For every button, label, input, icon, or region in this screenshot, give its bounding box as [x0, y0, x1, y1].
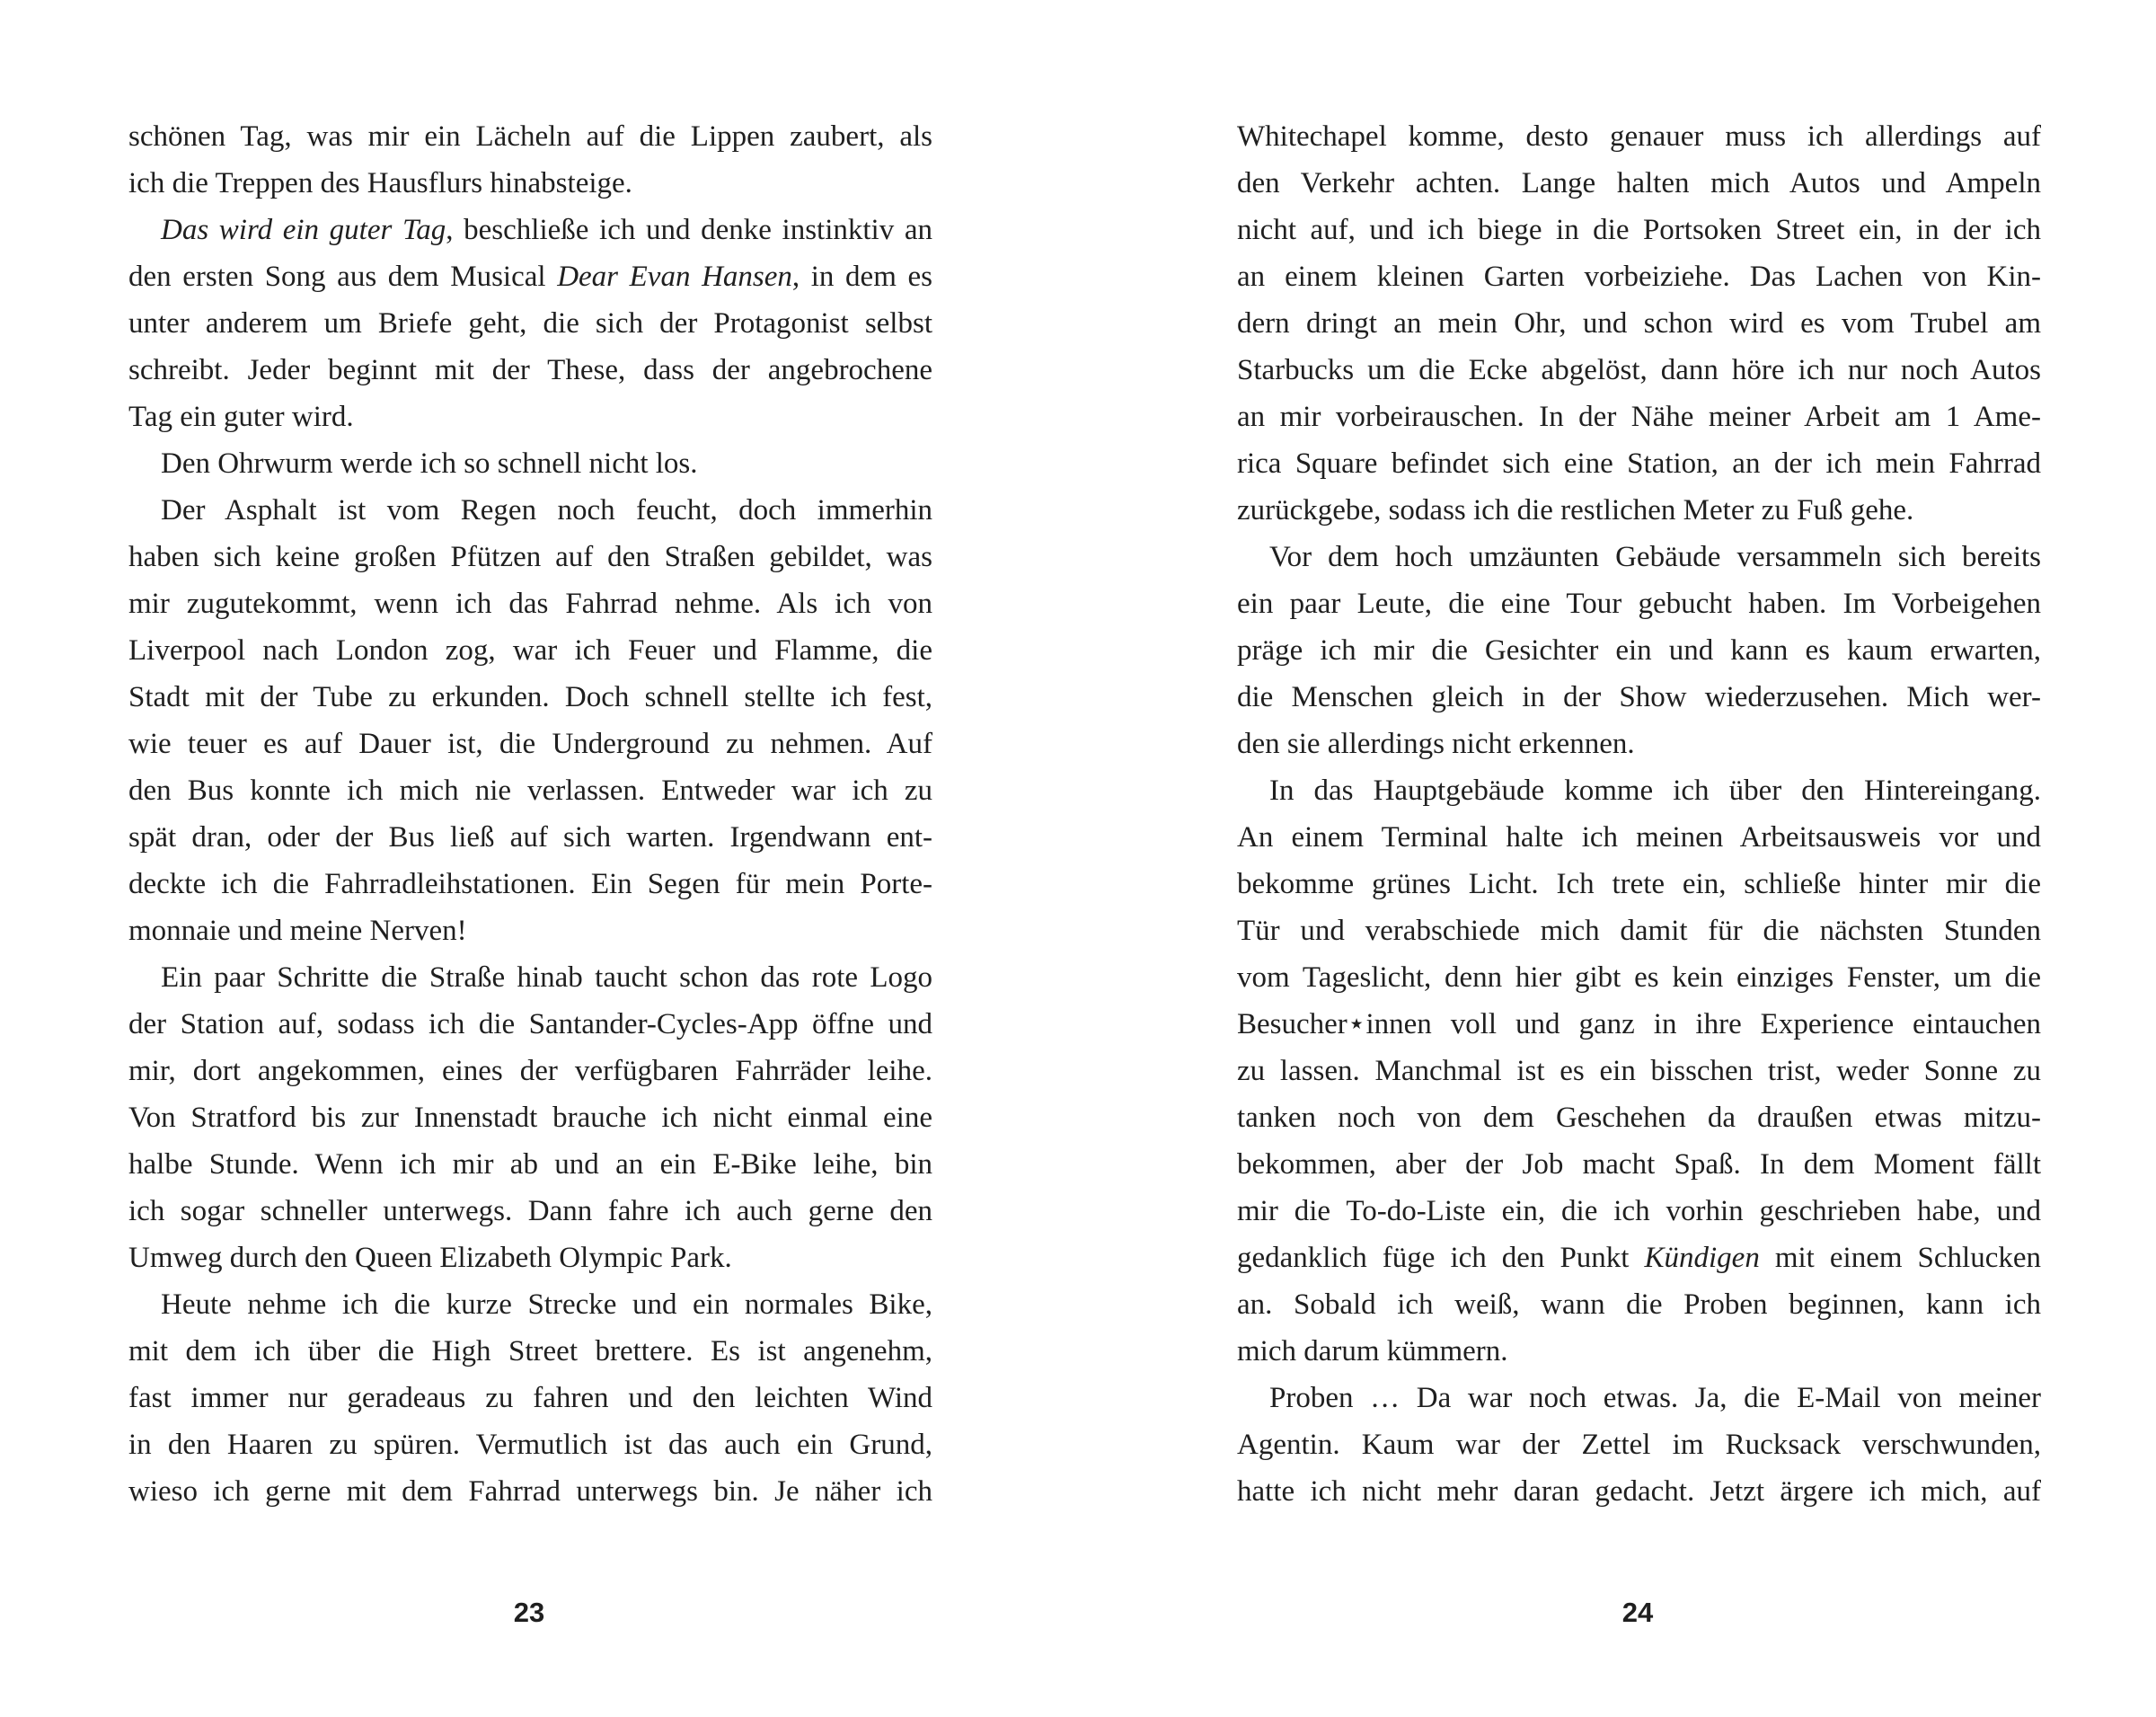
- text-run: mit dem ich über die High Street brettere. Es ist angenehm,: [128, 1335, 932, 1367]
- text-run: Von Stratford bis zur Innenstadt brauche ich nicht einmal eine: [128, 1102, 932, 1134]
- text-run: Ein paar Schritte die Straße hinab taucht schon das rote Logo: [161, 961, 932, 994]
- text-line: [128, 394, 932, 440]
- text-line: [1237, 954, 2041, 1001]
- text-line: [1237, 767, 2041, 814]
- text-line: [128, 300, 932, 347]
- text-run: schönen Tag, was mir ein Lächeln auf die Lippen zaubert, als: [128, 120, 932, 153]
- text-line: [1237, 253, 2041, 300]
- text-line: [128, 1094, 932, 1141]
- text-run: rica Square befindet sich eine Station, an der ich mein Fahrrad: [1237, 447, 2041, 480]
- page-right-text: [1237, 113, 2041, 1515]
- text-line: [128, 207, 932, 253]
- page-number-right: 24: [1621, 1597, 1654, 1628]
- text-run: , beschließe ich und denke instinktiv an: [446, 214, 932, 246]
- text-run: die Menschen gleich in der Show wiederzusehen. Mich wer-: [1237, 681, 2041, 713]
- text-run: Heute nehme ich die kurze Strecke und ein normales Bike,: [161, 1288, 932, 1321]
- text-run: An einem Terminal halte ich meinen Arbeitsausweis vor und: [1237, 821, 2041, 854]
- text-line: [128, 487, 932, 534]
- text-line: [1237, 394, 2041, 440]
- text-run: wieso ich gerne mit dem Fahrrad unterwegs bin. Je näher ich: [128, 1475, 932, 1508]
- text-line: [1237, 1421, 2041, 1468]
- text-line: [128, 1421, 932, 1468]
- text-line: [1237, 300, 2041, 347]
- text-line: [1237, 1375, 2041, 1421]
- text-run: Vor dem hoch umzäunten Gebäude versammeln sich bereits: [1269, 541, 2041, 573]
- text-run: Whitechapel komme, desto genauer muss ich allerdings auf: [1237, 120, 2041, 153]
- text-run: an mir vorbeirauschen. In der Nähe meiner Arbeit am 1 Ame-: [1237, 401, 2041, 433]
- text-line: [128, 1188, 932, 1235]
- text-line: [128, 534, 932, 580]
- text-run: zu lassen. Manchmal ist es ein bisschen trist, weder Sonne zu: [1237, 1055, 2041, 1087]
- text-run: halbe Stunde. Wenn ich mir ab und an ein E-Bike leihe, bin: [128, 1148, 932, 1181]
- text-line: [128, 440, 932, 487]
- text-line: [128, 627, 932, 674]
- text-run: mir zugutekommt, wenn ich das Fahrrad nehme. Als ich von: [128, 588, 932, 620]
- text-run: vom Tageslicht, denn hier gibt es kein einziges Fenster, um die: [1237, 961, 2041, 994]
- text-line: [1237, 1281, 2041, 1328]
- text-run: Den Ohrwurm werde ich so schnell nicht los.: [161, 447, 698, 480]
- page-number-left: 23: [513, 1597, 545, 1628]
- text-run: bekomme grünes Licht. Ich trete ein, schließe hinter mir die: [1237, 868, 2041, 900]
- page-left-text: [128, 113, 932, 1515]
- text-line: [128, 954, 932, 1001]
- text-line: [1237, 1094, 2041, 1141]
- text-line: [1237, 1001, 2041, 1048]
- text-run: Tag ein guter wird.: [128, 401, 354, 433]
- text-line: [1237, 861, 2041, 907]
- text-run: wie teuer es auf Dauer ist, die Underground zu nehmen. Auf: [128, 728, 932, 760]
- text-line: [1237, 1188, 2041, 1235]
- text-line: [128, 253, 932, 300]
- text-run: den ersten Song aus dem Musical: [128, 261, 558, 293]
- text-line: [1237, 674, 2041, 721]
- text-run: hatte ich nicht mehr daran gedacht. Jetzt ärgere ich mich, auf: [1237, 1475, 2041, 1508]
- text-line: [128, 721, 932, 767]
- text-run: ein paar Leute, die eine Tour gebucht haben. Im Vorbeigehen: [1237, 588, 2041, 620]
- text-line: [1237, 160, 2041, 207]
- text-line: [128, 160, 932, 207]
- text-run: der Station auf, sodass ich die Santander-Cycles-App öffne und: [128, 1008, 932, 1040]
- text-run: in den Haaren zu spüren. Vermutlich ist das auch ein Grund,: [128, 1429, 932, 1461]
- text-line: [1237, 440, 2041, 487]
- text-run: Liverpool nach London zog, war ich Feuer und Flamme, die: [128, 634, 932, 667]
- text-run: Starbucks um die Ecke abgelöst, dann höre ich nur noch Autos: [1237, 354, 2041, 386]
- text-line: [1237, 347, 2041, 394]
- text-run: Agentin. Kaum war der Zettel im Rucksack verschwunden,: [1237, 1429, 2041, 1461]
- text-line: [1237, 1048, 2041, 1094]
- text-run: ich die Treppen des Hausflurs hinabsteige.: [128, 167, 632, 199]
- text-run: präge ich mir die Gesichter ein und kann es kaum erwarten,: [1237, 634, 2041, 667]
- italic-text: Dear Evan Hansen: [557, 261, 792, 293]
- text-line: [128, 1048, 932, 1094]
- text-run: Besucher⋆innen voll und ganz in ihre Experience eintauchen: [1237, 1008, 2041, 1040]
- text-line: [128, 347, 932, 394]
- text-run: spät dran, oder der Bus ließ auf sich warten. Irgendwann ent-: [128, 821, 932, 854]
- text-line: [1237, 1141, 2041, 1188]
- text-run: an. Sobald ich weiß, wann die Proben beginnen, kann ich: [1237, 1288, 2041, 1321]
- text-run: deckte ich die Fahrradleihstationen. Ein Segen für mein Porte-: [128, 868, 932, 900]
- text-line: [128, 1468, 932, 1515]
- text-line: [128, 907, 932, 954]
- text-line: [128, 1328, 932, 1375]
- text-line: [128, 113, 932, 160]
- text-line: [1237, 207, 2041, 253]
- text-run: , in dem es: [791, 261, 932, 293]
- text-run: den Verkehr achten. Lange halten mich Autos und Ampeln: [1237, 167, 2041, 199]
- text-run: haben sich keine großen Pfützen auf den Straßen gebildet, was: [128, 541, 932, 573]
- text-line: [128, 1375, 932, 1421]
- text-run: Tür und verabschiede mich damit für die nächsten Stunden: [1237, 915, 2041, 947]
- text-run: an einem kleinen Garten vorbeiziehe. Das Lachen von Kin-: [1237, 261, 2041, 293]
- text-line: [128, 1281, 932, 1328]
- text-run: unter anderem um Briefe geht, die sich der Protagonist selbst: [128, 307, 932, 340]
- text-run: Umweg durch den Queen Elizabeth Olympic Park.: [128, 1242, 732, 1274]
- text-line: [1237, 627, 2041, 674]
- text-line: [128, 814, 932, 861]
- text-run: In das Hauptgebäude komme ich über den Hintereingang.: [1269, 774, 2041, 807]
- text-run: mir die To-do-Liste ein, die ich vorhin geschrieben habe, und: [1237, 1195, 2041, 1227]
- text-run: gedanklich füge ich den Punkt: [1237, 1242, 1645, 1274]
- text-line: [1237, 814, 2041, 861]
- text-run: den sie allerdings nicht erkennen.: [1237, 728, 1635, 760]
- text-run: tanken noch von dem Geschehen da draußen etwas mitzu-: [1237, 1102, 2041, 1134]
- text-run: mich darum kümmern.: [1237, 1335, 1508, 1367]
- text-run: mir, dort angekommen, eines der verfügbaren Fahrräder leihe.: [128, 1055, 932, 1087]
- text-line: [1237, 534, 2041, 580]
- text-line: [128, 767, 932, 814]
- text-line: [1237, 907, 2041, 954]
- text-line: [1237, 1235, 2041, 1281]
- text-line: [1237, 1468, 2041, 1515]
- italic-text: Kündigen: [1644, 1242, 1760, 1274]
- text-line: [128, 580, 932, 627]
- text-run: dern dringt an mein Ohr, und schon wird es vom Trubel am: [1237, 307, 2041, 340]
- text-line: [128, 861, 932, 907]
- text-line: [128, 1141, 932, 1188]
- text-run: Stadt mit der Tube zu erkunden. Doch schnell stellte ich fest,: [128, 681, 932, 713]
- italic-text: Das wird ein guter Tag: [161, 214, 446, 246]
- text-line: [1237, 580, 2041, 627]
- text-run: Der Asphalt ist vom Regen noch feucht, doch immerhin: [161, 494, 932, 527]
- text-run: bekommen, aber der Job macht Spaß. In dem Moment fällt: [1237, 1148, 2041, 1181]
- text-run: zurückgebe, sodass ich die restlichen Meter zu Fuß gehe.: [1237, 494, 1914, 527]
- text-line: [1237, 487, 2041, 534]
- text-run: monnaie und meine Nerven!: [128, 915, 467, 947]
- text-run: mit einem Schlucken: [1759, 1242, 2041, 1274]
- text-run: Proben … Da war noch etwas. Ja, die E-Mail von meiner: [1269, 1382, 2041, 1414]
- text-run: fast immer nur geradeaus zu fahren und den leichten Wind: [128, 1382, 932, 1414]
- text-line: [1237, 721, 2041, 767]
- text-line: [128, 1001, 932, 1048]
- text-line: [1237, 113, 2041, 160]
- text-run: ich sogar schneller unterwegs. Dann fahre ich auch gerne den: [128, 1195, 932, 1227]
- text-line: [128, 674, 932, 721]
- text-run: nicht auf, und ich biege in die Portsoken Street ein, in der ich: [1237, 214, 2041, 246]
- text-run: den Bus konnte ich mich nie verlassen. Entweder war ich zu: [128, 774, 932, 807]
- text-run: schreibt. Jeder beginnt mit der These, dass der angebrochene: [128, 354, 932, 386]
- text-line: [128, 1235, 932, 1281]
- text-line: [1237, 1328, 2041, 1375]
